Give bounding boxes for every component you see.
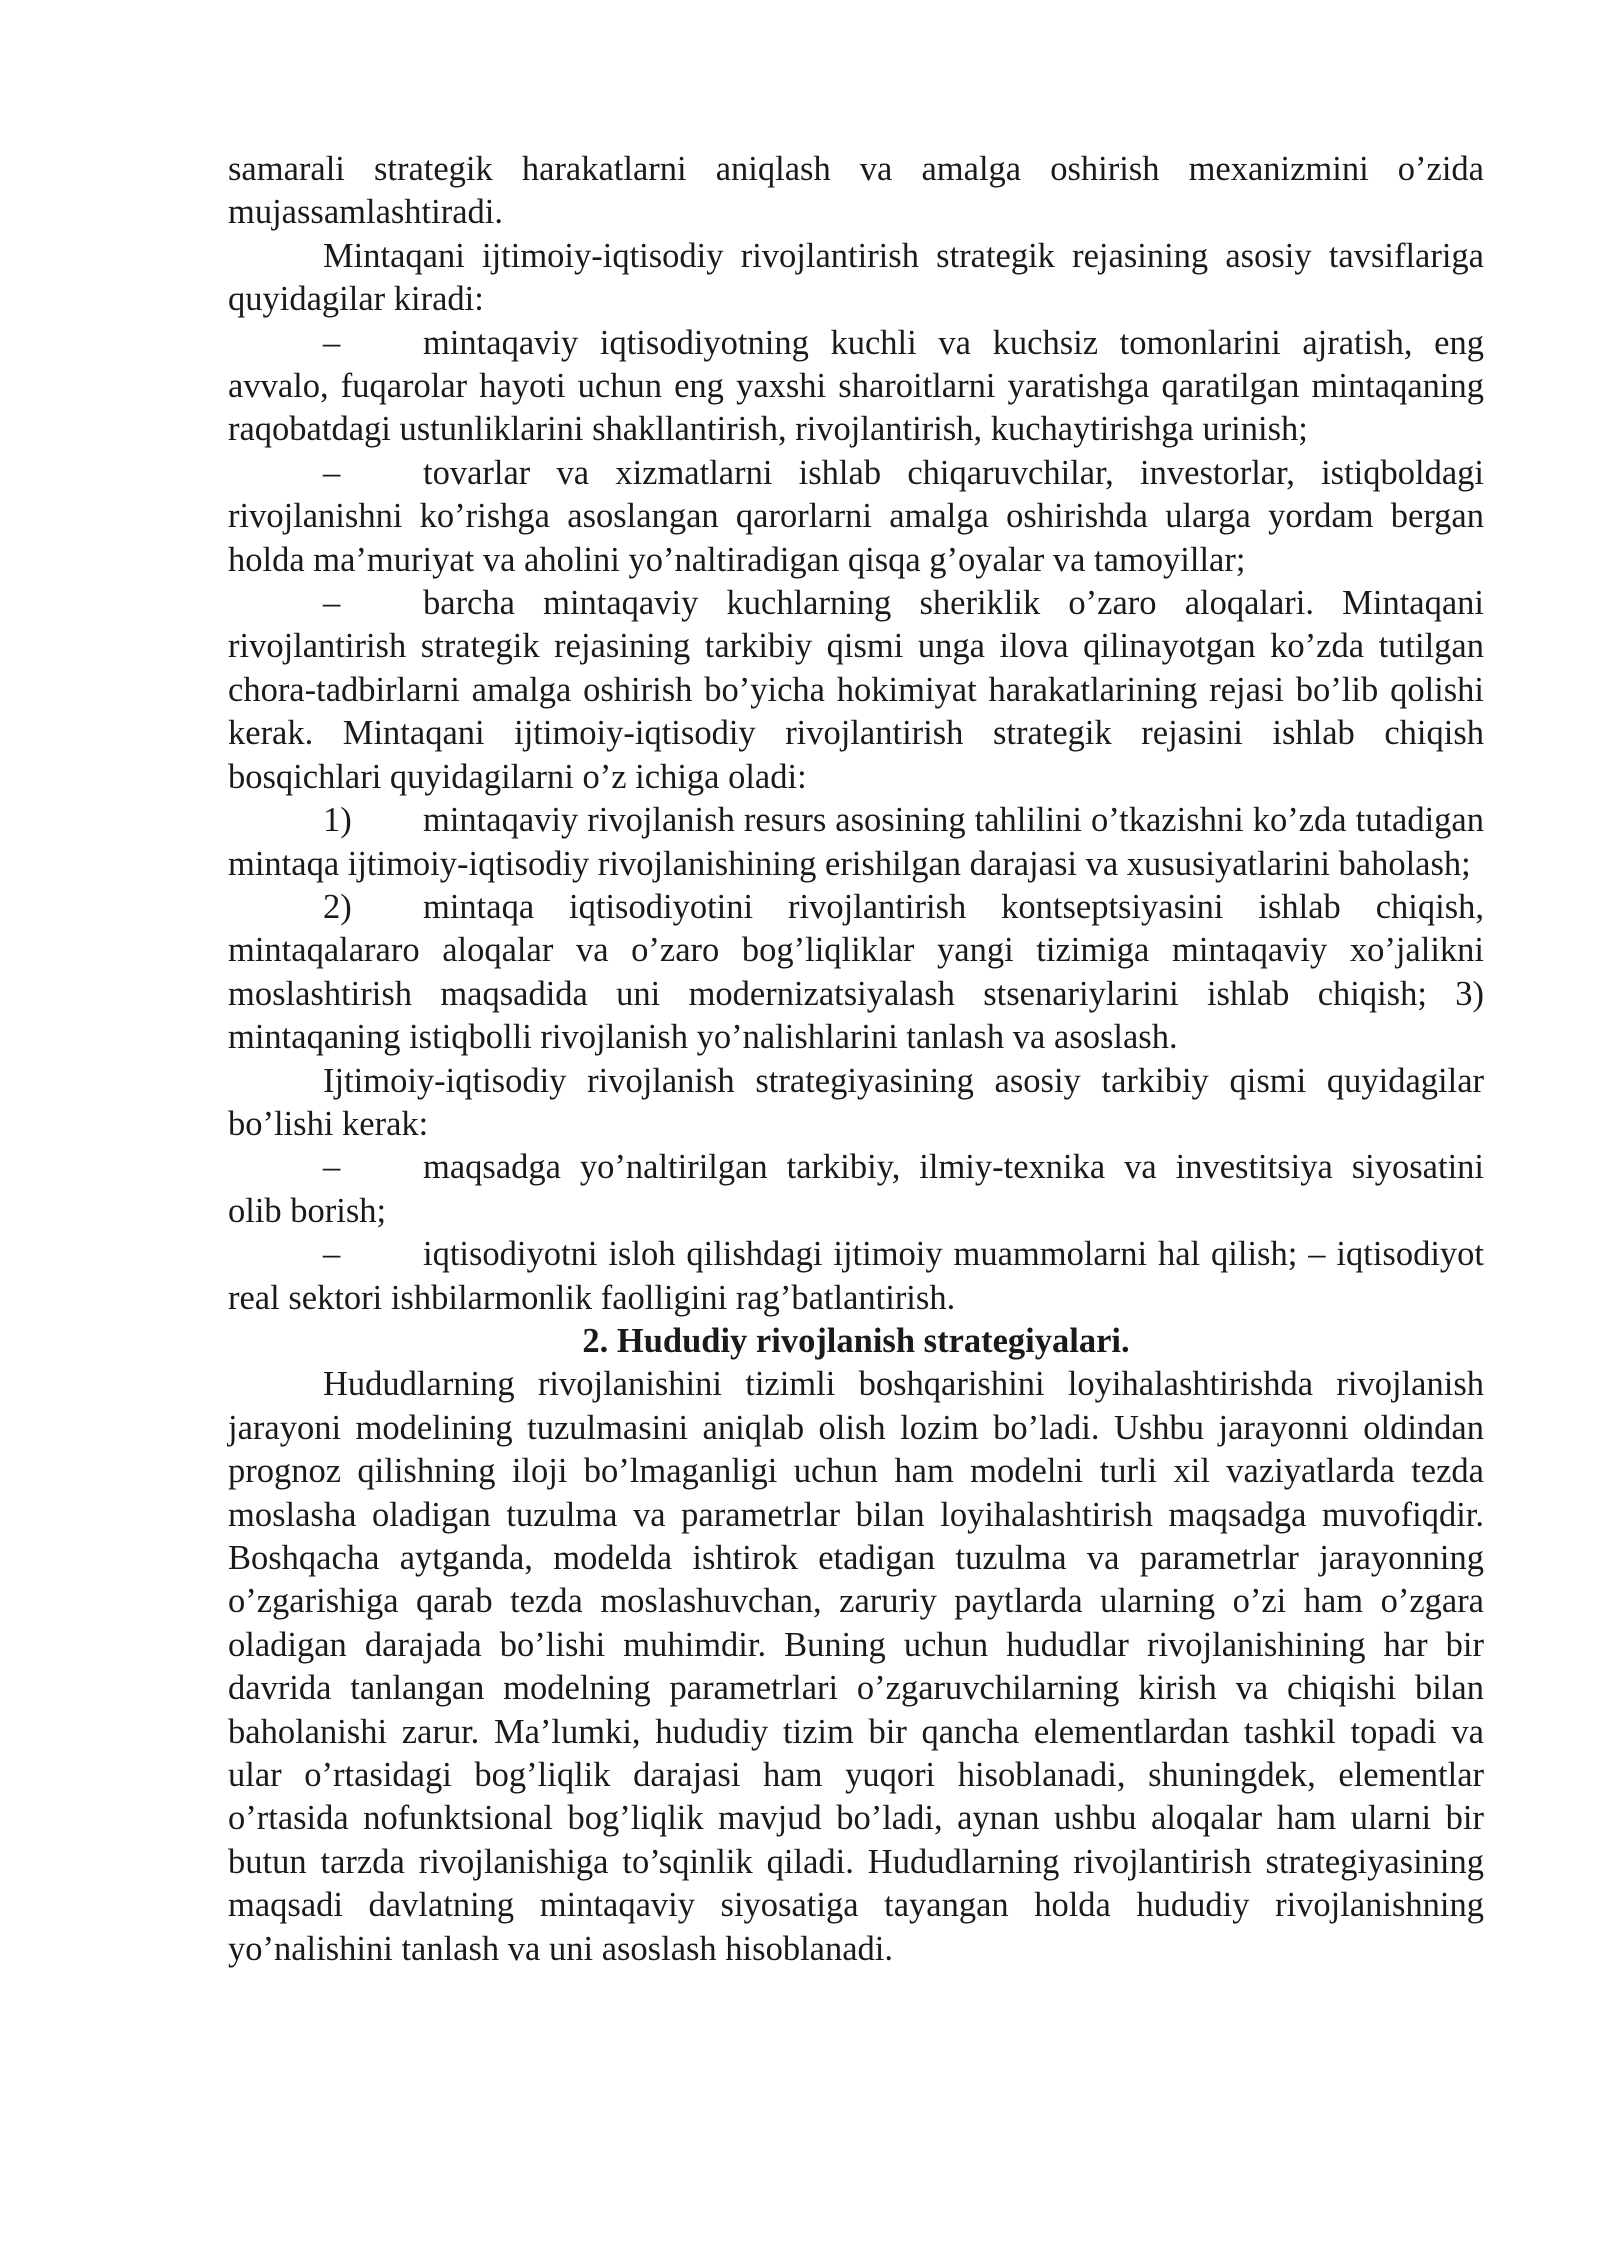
list-item-text: barcha mintaqaviy kuchlarning sheriklik o’zaro aloqalari. Mintaqani rivojlantirish strategik rejasining tarkibiy qismi unga ilova qilinayotgan ko’zda tutilgan chora-tadbirlarni amalga oshirish bo’yicha hokimiyat harakatlarining rejasi bo’lib qolishi kerak. Mintaqani ijtimoiy-iqtisodiy rivojlantirish strategik rejasini ishlab chiqish bosqichlari quyidagilarni o’z ichiga oladi: <box>228 584 1484 796</box>
list-marker: – <box>323 453 341 492</box>
list-item-text: mintaqaviy iqtisodiyotning kuchli va kuchsiz tomonlarini ajratish, eng avvalo, fuqarolar hayoti uchun eng yaxshi sharoitlarni yaratishga qaratilgan mintaqaning raqobatdagi ustunliklarini shakllantirish, rivojlantirish, kuchaytirishga urinish; <box>228 323 1484 449</box>
paragraph-strategic-plan-features: Mintaqani ijtimoiy-iqtisodiy rivojlantirish strategik rejasining asosiy tavsiflariga quyidagilar kiradi: <box>228 236 1484 319</box>
list-item-dash-1 <box>228 322 1484 452</box>
list-item-numbered-1 <box>228 799 1484 886</box>
list-item-dash-4 <box>228 1146 1484 1233</box>
paragraph-regional-development: Hududlarning rivojlanishini tizimli boshqarishini loyihalashtirishda rivojlanish jarayoni modelining tuzulmasini aniqlab olish lozim bo’ladi. Ushbu jarayonni oldindan prognoz qilishning iloji bo’lmaganligi uchun ham modelni turli xil vaziyatlarda tezda moslasha oladigan tuzulma va parametrlar bilan loyihalashtirish maqsadga muvofiqdir. Boshqacha aytganda, modelda ishtirok etadigan tuzulma va parametrlar jarayonning o’zgarishiga qarab tezda moslashuvchan, zaruriy paytlarda ularning o’zi ham o’zgara oladigan darajada bo’lishi muhimdir. Buning uchun hududlar rivojlanishining har bir davrida tanlangan modelning parametrlari o’zgaruvchilarning kirish va chiqishi bilan baholanishi zarur. Ma’lumki, hududiy tizim bir qancha elementlardan tashkil topadi va ular o’rtasidagi bog’liqlik darajasi ham yuqori hisoblanadi, shuningdek, elementlar o’rtasida nofunktsional bog’liqlik mavjud bo’ladi, aynan ushbu aloqalar ham ularni bir butun tarzda rivojlanishiga to’sqinlik qiladi. Hududlarning rivojlantirish strategiyasining maqsadi davlatning mintaqaviy siyosatiga tayangan holda hududiy rivojlanishning yo’nalishini tanlash va uni asoslash hisoblanadi. <box>228 1365 1484 1968</box>
section-heading: 2. Hududiy rivojlanish strategiyalari. <box>582 1321 1130 1360</box>
list-marker: – <box>323 1235 341 1274</box>
list-item-dash-3 <box>228 582 1484 799</box>
list-item-text: mintaqa iqtisodiyotini rivojlantirish kontseptsiyasini ishlab chiqish, mintaqalararo aloqalar va o’zaro bog’liqliklar yangi tizimiga mintaqaviy xo’jalikni moslashtirish maqsadida uni modernizatsiyalash stsenariylarini ishlab chiqish; 3) mintaqaning istiqbolli rivojlanish yo’nalishlarini tanlash va asoslash. <box>228 887 1484 1057</box>
list-item-text: iqtisodiyotni isloh qilishdagi ijtimoiy muammolarni hal qilish; – iqtisodiyot real sektori ishbilarmonlik faolligini rag’batlantirish. <box>228 1235 1484 1317</box>
list-item-dash-5 <box>228 1233 1484 1320</box>
list-marker: – <box>323 1148 341 1187</box>
list-item-dash-2 <box>228 452 1484 582</box>
list-item-text: tovarlar va xizmatlarni ishlab chiqaruvchilar, investorlar, istiqboldagi rivojlanishni ko’rishga asoslangan qarorlarni amalga oshirishda ularga yordam bergan holda ma’muriyat va aholini yo’naltiradigan qisqa g’oyalar va tamoyillar; <box>228 453 1484 579</box>
list-item-text: mintaqaviy rivojlanish resurs asosining tahlilini o’tkazishni ko’zda tutadigan mintaqa ijtimoiy-iqtisodiy rivojlanishining erishilgan darajasi va xususiyatlarini baholash; <box>228 801 1484 883</box>
document-page <box>228 148 1484 1971</box>
paragraph-strategy-components: Ijtimoiy-iqtisodiy rivojlanish strategiyasining asosiy tarkibiy qismi quyidagilar bo’lishi kerak: <box>228 1061 1484 1143</box>
list-marker: 2) <box>323 887 352 926</box>
list-item-numbered-2 <box>228 886 1484 1060</box>
list-marker: 1) <box>323 801 352 840</box>
list-marker: – <box>323 323 341 362</box>
paragraph-intro-continuation: samarali strategik harakatlarni aniqlash va amalga oshirish mexanizmini o’zida mujassamlashtiradi. <box>228 150 1484 232</box>
list-item-text: maqsadga yo’naltirilgan tarkibiy, ilmiy-texnika va investitsiya siyosatini olib borish; <box>228 1148 1484 1230</box>
list-marker: – <box>323 584 341 623</box>
